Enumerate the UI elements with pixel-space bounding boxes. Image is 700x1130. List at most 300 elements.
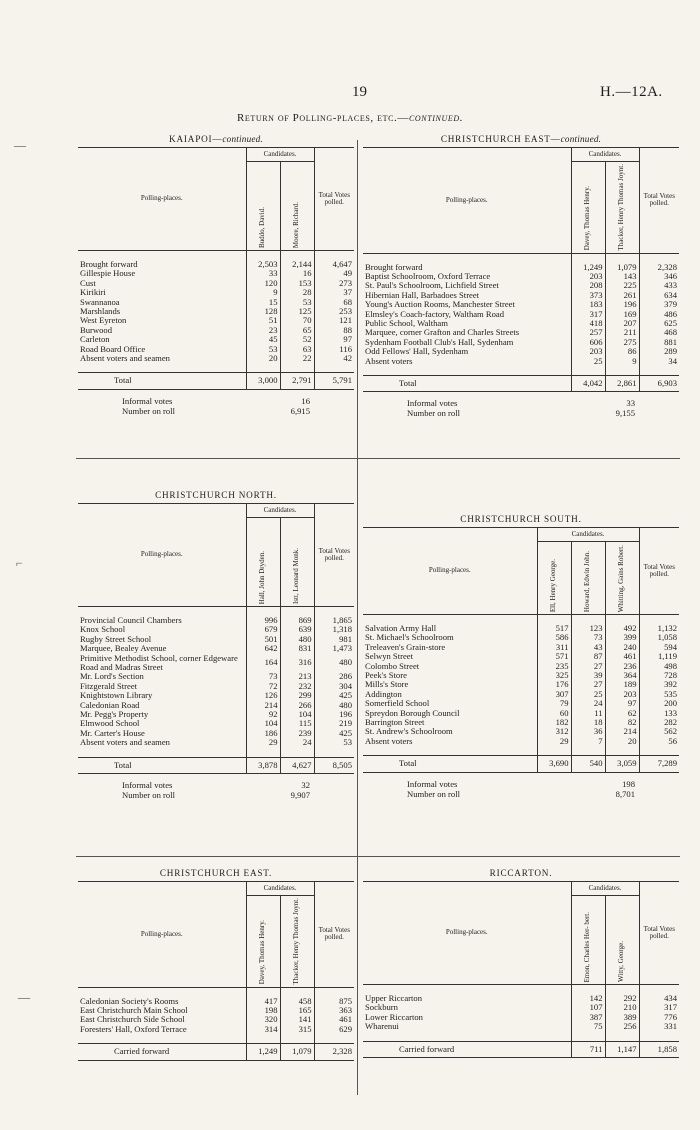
total-row bbox=[363, 1041, 679, 1057]
candidate-name: Davey, Thomas Henry. bbox=[583, 186, 592, 251]
vote-count: 203 bbox=[571, 347, 605, 356]
informal-votes-value: 16 bbox=[301, 395, 310, 406]
section-title bbox=[78, 868, 354, 878]
vote-count: 29 bbox=[246, 738, 280, 747]
total-count: 1,079 bbox=[280, 1044, 314, 1060]
vote-count: 2,328 bbox=[639, 263, 679, 272]
candidate-name: Buddo, David. bbox=[258, 206, 267, 248]
vote-count: 198 bbox=[246, 1006, 280, 1015]
vote-count: 153 bbox=[280, 279, 314, 288]
section-footer bbox=[78, 780, 354, 800]
header-polling-places: Polling-places. bbox=[363, 148, 571, 254]
total-count: 1,147 bbox=[605, 1041, 639, 1057]
polling-place: St. Paul's Schoolroom, Lichfield Street bbox=[365, 280, 499, 291]
vote-count: 261 bbox=[605, 291, 639, 300]
vote-count: 22 bbox=[280, 354, 314, 363]
vote-count: 7 bbox=[571, 737, 605, 746]
total-label: Total bbox=[363, 756, 537, 772]
total-count: 540 bbox=[571, 756, 605, 772]
polling-place: Brought forward bbox=[80, 259, 138, 269]
number-on-roll-label: Number on roll bbox=[407, 788, 460, 799]
number-on-roll-value: 9,907 bbox=[290, 790, 310, 801]
vote-count: 56 bbox=[639, 737, 679, 746]
vote-count: 164 bbox=[246, 654, 280, 673]
informal-votes-row bbox=[122, 396, 310, 406]
number-on-roll-label: Number on roll bbox=[407, 408, 460, 419]
polling-place: Marquee, corner Grafton and Charles Streets bbox=[365, 327, 520, 338]
vote-count: 257 bbox=[571, 328, 605, 337]
polling-place: Mr. Carter's House bbox=[80, 727, 145, 738]
header-candidate bbox=[280, 162, 314, 251]
total-row bbox=[78, 1044, 354, 1060]
vote-count: 869 bbox=[280, 616, 314, 625]
vote-count: 63 bbox=[280, 345, 314, 354]
section-title bbox=[363, 868, 679, 878]
header-total: Total Votes polled. bbox=[639, 528, 679, 615]
vote-count: 461 bbox=[605, 652, 639, 661]
vote-count: 320 bbox=[246, 1015, 280, 1024]
vote-count: 68 bbox=[314, 298, 354, 307]
vote-count: 629 bbox=[314, 1025, 354, 1034]
header-candidates: Candidates. bbox=[246, 882, 314, 896]
vote-count: 9 bbox=[605, 357, 639, 366]
table-row bbox=[78, 279, 354, 288]
total-row bbox=[78, 373, 354, 389]
vote-count: 275 bbox=[605, 338, 639, 347]
informal-votes-label: Informal votes bbox=[407, 778, 458, 789]
section-title bbox=[363, 134, 679, 144]
vote-count: 1,318 bbox=[314, 625, 354, 634]
vote-count: 45 bbox=[246, 335, 280, 344]
vote-count: 219 bbox=[314, 719, 354, 728]
total-count: 4,627 bbox=[280, 757, 314, 773]
polling-table bbox=[363, 527, 679, 773]
vote-count: 52 bbox=[280, 335, 314, 344]
polling-place: Mr. Pegg's Property bbox=[80, 709, 149, 720]
section-title-text: CHRISTCHURCH SOUTH. bbox=[460, 514, 582, 524]
scan-mark: ⌐ bbox=[16, 556, 23, 570]
candidate-name: Howard, Edwin John. bbox=[583, 550, 592, 612]
vote-count: 23 bbox=[246, 326, 280, 335]
total-count: 711 bbox=[571, 1041, 605, 1057]
vote-count: 79 bbox=[537, 699, 571, 708]
section-title-text: RICCARTON. bbox=[489, 868, 553, 878]
column-divider bbox=[357, 140, 358, 1095]
vote-count: 120 bbox=[246, 279, 280, 288]
vote-count: 142 bbox=[571, 994, 605, 1003]
candidate-name: Thacker, Henry Thomas Joynt. bbox=[292, 898, 301, 985]
header-candidate bbox=[246, 162, 280, 251]
polling-place: Burwood bbox=[80, 324, 112, 335]
polling-place: Barrington Street bbox=[365, 717, 425, 728]
number-on-roll-row bbox=[122, 406, 310, 416]
section-title-text: CHRISTCHURCH EAST. bbox=[159, 868, 273, 878]
section-christchurch-east bbox=[78, 868, 354, 1061]
vote-count: 123 bbox=[571, 624, 605, 633]
candidate-name: Emon, Charles Her- bert. bbox=[583, 911, 592, 982]
total-count: 3,878 bbox=[246, 757, 280, 773]
vote-count: 183 bbox=[571, 300, 605, 309]
vote-count: 1,865 bbox=[314, 616, 354, 625]
vote-count: 535 bbox=[639, 690, 679, 699]
number-on-roll-row bbox=[407, 408, 635, 418]
number-on-roll-label: Number on roll bbox=[122, 405, 175, 416]
polling-place: Provincial Council Chambers bbox=[80, 615, 182, 625]
vote-count: 315 bbox=[280, 1025, 314, 1034]
polling-place: Treleaven's Grain-store bbox=[365, 641, 446, 652]
vote-count: 33 bbox=[246, 269, 280, 278]
vote-count: 881 bbox=[639, 338, 679, 347]
vote-count: 728 bbox=[639, 671, 679, 680]
polling-place: Sydenham Football Club's Hall, Sydenham bbox=[365, 336, 514, 347]
section-christchurch-east-continued bbox=[363, 134, 679, 418]
polling-place: St. Michael's Schoolroom bbox=[365, 632, 454, 643]
section-divider bbox=[76, 458, 680, 459]
vote-count: 86 bbox=[605, 347, 639, 356]
vote-count: 37 bbox=[314, 288, 354, 297]
vote-count: 387 bbox=[571, 1013, 605, 1022]
polling-place: Mr. Lord's Section bbox=[80, 671, 144, 682]
vote-count: 214 bbox=[246, 701, 280, 710]
vote-count: 43 bbox=[571, 643, 605, 652]
vote-count: 2,144 bbox=[280, 260, 314, 269]
header-candidate bbox=[605, 162, 639, 254]
vote-count: 314 bbox=[246, 1025, 280, 1034]
vote-count: 20 bbox=[246, 354, 280, 363]
vote-count: 317 bbox=[639, 1003, 679, 1012]
vote-count: 128 bbox=[246, 307, 280, 316]
total-count: 1,249 bbox=[246, 1044, 280, 1060]
vote-count: 25 bbox=[571, 357, 605, 366]
vote-count: 480 bbox=[314, 654, 354, 673]
vote-count: 72 bbox=[246, 682, 280, 691]
section-title-italic: continued. bbox=[222, 134, 263, 144]
polling-place: West Eyreton bbox=[80, 315, 127, 326]
polling-place: Baptist Schoolroom, Oxford Terrace bbox=[365, 270, 491, 281]
polling-place: Hibernian Hall, Barbadoes Street bbox=[365, 289, 480, 300]
vote-count: 434 bbox=[639, 994, 679, 1003]
vote-count: 141 bbox=[280, 1015, 314, 1024]
polling-table bbox=[363, 147, 679, 392]
polling-place: Colombo Street bbox=[365, 660, 420, 671]
candidate-name: Moore, Richard. bbox=[292, 201, 301, 248]
table-row bbox=[78, 738, 354, 747]
header-candidates: Candidates. bbox=[246, 148, 314, 162]
polling-place: Cust bbox=[80, 277, 96, 288]
section-kaiapoi bbox=[78, 134, 354, 416]
candidate-name: Thacker, Henry Thomas Joynt. bbox=[617, 164, 626, 251]
vote-count: 88 bbox=[314, 326, 354, 335]
header-polling-places: Polling-places. bbox=[363, 528, 537, 615]
vote-count: 425 bbox=[314, 729, 354, 738]
vote-count: 256 bbox=[605, 1022, 639, 1031]
vote-count: 28 bbox=[280, 288, 314, 297]
polling-place: Spreydon Borough Council bbox=[365, 707, 460, 718]
vote-count: 875 bbox=[314, 997, 354, 1006]
polling-place: Knightstown Library bbox=[80, 690, 153, 701]
vote-count: 39 bbox=[571, 671, 605, 680]
vote-count: 625 bbox=[639, 319, 679, 328]
polling-place: Caledonian Road bbox=[80, 699, 140, 710]
vote-count: 196 bbox=[314, 710, 354, 719]
header-candidate bbox=[571, 162, 605, 254]
vote-count: 53 bbox=[314, 738, 354, 747]
vote-count: 36 bbox=[571, 727, 605, 736]
scan-mark: — bbox=[14, 138, 26, 152]
section-christchurch-south bbox=[363, 514, 679, 799]
vote-count: 182 bbox=[537, 718, 571, 727]
header-candidate bbox=[605, 896, 639, 985]
polling-place: Lower Riccarton bbox=[365, 1011, 423, 1022]
polling-place: Foresters' Hall, Oxford Terrace bbox=[80, 1023, 187, 1034]
table-row bbox=[78, 316, 354, 325]
header-candidate bbox=[571, 896, 605, 985]
vote-count: 18 bbox=[571, 718, 605, 727]
vote-count: 253 bbox=[314, 307, 354, 316]
polling-place: Carleton bbox=[80, 334, 110, 345]
vote-count: 606 bbox=[571, 338, 605, 347]
vote-count: 501 bbox=[246, 635, 280, 644]
total-label: Carried forward bbox=[363, 1041, 571, 1057]
table-row bbox=[78, 269, 354, 278]
polling-place: East Christchurch Side School bbox=[80, 1014, 185, 1025]
header-polling-places: Polling-places. bbox=[78, 148, 246, 251]
vote-count: 316 bbox=[280, 654, 314, 673]
vote-count: 594 bbox=[639, 643, 679, 652]
running-head-text: Return of Polling-places, etc.— bbox=[236, 112, 409, 124]
section-footer bbox=[78, 396, 354, 416]
header-total: Total Votes polled. bbox=[639, 882, 679, 985]
vote-count: 29 bbox=[537, 737, 571, 746]
informal-votes-label: Informal votes bbox=[122, 780, 173, 791]
vote-count: 299 bbox=[280, 691, 314, 700]
vote-count: 27 bbox=[571, 662, 605, 671]
polling-place: Public School, Waltham bbox=[365, 317, 448, 328]
section-title-text: CHRISTCHURCH EAST— bbox=[440, 134, 561, 144]
header-candidates: Candidates. bbox=[571, 148, 639, 162]
vote-count: 73 bbox=[571, 633, 605, 642]
candidate-name: Davey, Thomas Henry. bbox=[258, 920, 267, 985]
polling-place: St. Andrew's Schoolroom bbox=[365, 726, 453, 737]
polling-place: Upper Riccarton bbox=[365, 993, 423, 1003]
total-count: 7,289 bbox=[639, 756, 679, 772]
vote-count: 107 bbox=[571, 1003, 605, 1012]
section-title bbox=[363, 514, 679, 524]
candidate-name: Hall, John Dryden. bbox=[258, 550, 267, 604]
vote-count: 776 bbox=[639, 1013, 679, 1022]
vote-count: 480 bbox=[280, 635, 314, 644]
header-candidate bbox=[537, 542, 571, 615]
polling-table bbox=[363, 881, 679, 1058]
vote-count: 1,058 bbox=[639, 633, 679, 642]
vote-count: 312 bbox=[537, 727, 571, 736]
vote-count: 51 bbox=[246, 316, 280, 325]
vote-count: 307 bbox=[537, 690, 571, 699]
section-divider bbox=[76, 856, 680, 857]
total-count: 4,042 bbox=[571, 375, 605, 391]
informal-votes-row bbox=[407, 398, 635, 408]
header-polling-places: Polling-places. bbox=[78, 504, 246, 607]
vote-count: 16 bbox=[280, 269, 314, 278]
total-label: Total bbox=[78, 373, 246, 389]
vote-count: 207 bbox=[605, 319, 639, 328]
page-number: 19 bbox=[352, 84, 367, 100]
vote-count: 97 bbox=[314, 335, 354, 344]
vote-count: 389 bbox=[605, 1013, 639, 1022]
vote-count: 425 bbox=[314, 691, 354, 700]
header-candidate bbox=[280, 896, 314, 988]
vote-count: 1,119 bbox=[639, 652, 679, 661]
table-row bbox=[363, 737, 679, 746]
vote-count: 115 bbox=[280, 719, 314, 728]
polling-place: Knox School bbox=[80, 624, 126, 635]
vote-count: 282 bbox=[639, 718, 679, 727]
vote-count: 273 bbox=[314, 279, 354, 288]
polling-table bbox=[78, 881, 354, 1061]
informal-votes-label: Informal votes bbox=[407, 398, 458, 409]
vote-count: 571 bbox=[537, 652, 571, 661]
polling-place: Marshlands bbox=[80, 306, 121, 317]
polling-place: Fitzgerald Street bbox=[80, 680, 138, 691]
candidate-name: Istt, Leonard Monk. bbox=[292, 548, 301, 604]
polling-place: Peek's Store bbox=[365, 670, 407, 681]
vote-count: 289 bbox=[639, 347, 679, 356]
vote-count: 639 bbox=[280, 625, 314, 634]
vote-count: 364 bbox=[605, 671, 639, 680]
vote-count: 286 bbox=[314, 672, 354, 681]
polling-place: Addington bbox=[365, 688, 402, 699]
vote-count: 213 bbox=[280, 672, 314, 681]
vote-count: 24 bbox=[571, 699, 605, 708]
vote-count: 176 bbox=[537, 680, 571, 689]
vote-count: 417 bbox=[246, 997, 280, 1006]
header-total: Total Votes polled. bbox=[314, 148, 354, 251]
vote-count: 331 bbox=[639, 1022, 679, 1031]
vote-count: 292 bbox=[605, 994, 639, 1003]
vote-count: 239 bbox=[280, 729, 314, 738]
vote-count: 981 bbox=[314, 635, 354, 644]
polling-table bbox=[78, 147, 354, 390]
total-row bbox=[363, 756, 679, 772]
vote-count: 373 bbox=[571, 291, 605, 300]
polling-place: Swannanoa bbox=[80, 296, 120, 307]
vote-count: 240 bbox=[605, 643, 639, 652]
header-candidates: Candidates. bbox=[537, 528, 639, 542]
vote-count: 458 bbox=[280, 997, 314, 1006]
polling-place: Caledonian Society's Rooms bbox=[80, 995, 179, 1006]
vote-count: 486 bbox=[639, 310, 679, 319]
vote-count: 97 bbox=[605, 699, 639, 708]
vote-count: 27 bbox=[571, 680, 605, 689]
vote-count: 104 bbox=[246, 719, 280, 728]
vote-count: 70 bbox=[280, 316, 314, 325]
polling-place: Elmwood School bbox=[80, 718, 140, 729]
vote-count: 418 bbox=[571, 319, 605, 328]
vote-count: 996 bbox=[246, 616, 280, 625]
number-on-roll-value: 6,915 bbox=[290, 405, 310, 416]
vote-count: 363 bbox=[314, 1006, 354, 1015]
vote-count: 498 bbox=[639, 662, 679, 671]
section-christchurch-north bbox=[78, 490, 354, 800]
total-count: 6,903 bbox=[639, 375, 679, 391]
vote-count: 133 bbox=[639, 709, 679, 718]
vote-count: 586 bbox=[537, 633, 571, 642]
vote-count: 116 bbox=[314, 345, 354, 354]
polling-place: Marquee, Bealey Avenue bbox=[80, 643, 167, 654]
header-candidate bbox=[246, 896, 280, 988]
vote-count: 4,647 bbox=[314, 260, 354, 269]
header-candidates: Candidates. bbox=[246, 504, 314, 518]
number-on-roll-row bbox=[122, 790, 310, 800]
section-title-italic: continued. bbox=[560, 134, 602, 144]
polling-place: Absent voters bbox=[365, 355, 413, 366]
vote-count: 34 bbox=[639, 357, 679, 366]
polling-place: Elmsley's Coach-factory, Waltham Road bbox=[365, 308, 505, 319]
section-title-text: CHRISTCHURCH NORTH. bbox=[155, 490, 277, 500]
total-label: Total bbox=[363, 375, 571, 391]
vote-count: 325 bbox=[537, 671, 571, 680]
vote-count: 266 bbox=[280, 701, 314, 710]
vote-count: 210 bbox=[605, 1003, 639, 1012]
total-count: 2,861 bbox=[605, 375, 639, 391]
total-row bbox=[78, 757, 354, 773]
vote-count: 642 bbox=[246, 644, 280, 653]
informal-votes-value: 198 bbox=[622, 778, 635, 789]
vote-count: 15 bbox=[246, 298, 280, 307]
header-candidate bbox=[571, 542, 605, 615]
vote-count: 65 bbox=[280, 326, 314, 335]
polling-place: Absent voters and seamen bbox=[80, 737, 170, 748]
vote-count: 104 bbox=[280, 710, 314, 719]
vote-count: 1,079 bbox=[605, 263, 639, 272]
vote-count: 169 bbox=[605, 310, 639, 319]
total-label: Total bbox=[78, 757, 246, 773]
vote-count: 317 bbox=[571, 310, 605, 319]
header-candidate bbox=[246, 518, 280, 607]
vote-count: 186 bbox=[246, 729, 280, 738]
vote-count: 304 bbox=[314, 682, 354, 691]
vote-count: 1,473 bbox=[314, 644, 354, 653]
total-count: 2,791 bbox=[280, 373, 314, 389]
running-head bbox=[0, 112, 700, 124]
running-head-italic: continued. bbox=[408, 112, 464, 124]
polling-place: Odd Fellows' Hall, Sydenham bbox=[365, 346, 469, 357]
candidate-name: Witty, George. bbox=[617, 941, 626, 982]
header-candidate bbox=[280, 518, 314, 607]
vote-count: 203 bbox=[605, 690, 639, 699]
vote-count: 480 bbox=[314, 701, 354, 710]
total-count: 3,690 bbox=[537, 756, 571, 772]
vote-count: 73 bbox=[246, 672, 280, 681]
vote-count: 236 bbox=[605, 662, 639, 671]
header-polling-places: Polling-places. bbox=[78, 882, 246, 988]
candidate-name: Ell, Henry George. bbox=[549, 558, 558, 612]
table-row bbox=[78, 654, 354, 673]
vote-count: 143 bbox=[605, 272, 639, 281]
vote-count: 346 bbox=[639, 272, 679, 281]
polling-place: Salvation Army Hall bbox=[365, 623, 437, 633]
header-candidates: Candidates. bbox=[571, 882, 639, 896]
informal-votes-row bbox=[122, 780, 310, 790]
vote-count: 1,132 bbox=[639, 624, 679, 633]
candidate-name: Whitting, Gains Robert. bbox=[617, 544, 626, 612]
polling-place: Absent voters and seamen bbox=[80, 353, 170, 364]
vote-count: 42 bbox=[314, 354, 354, 363]
header-total: Total Votes polled. bbox=[639, 148, 679, 254]
vote-count: 679 bbox=[246, 625, 280, 634]
header-polling-places: Polling-places. bbox=[363, 882, 571, 985]
table-row bbox=[78, 354, 354, 363]
